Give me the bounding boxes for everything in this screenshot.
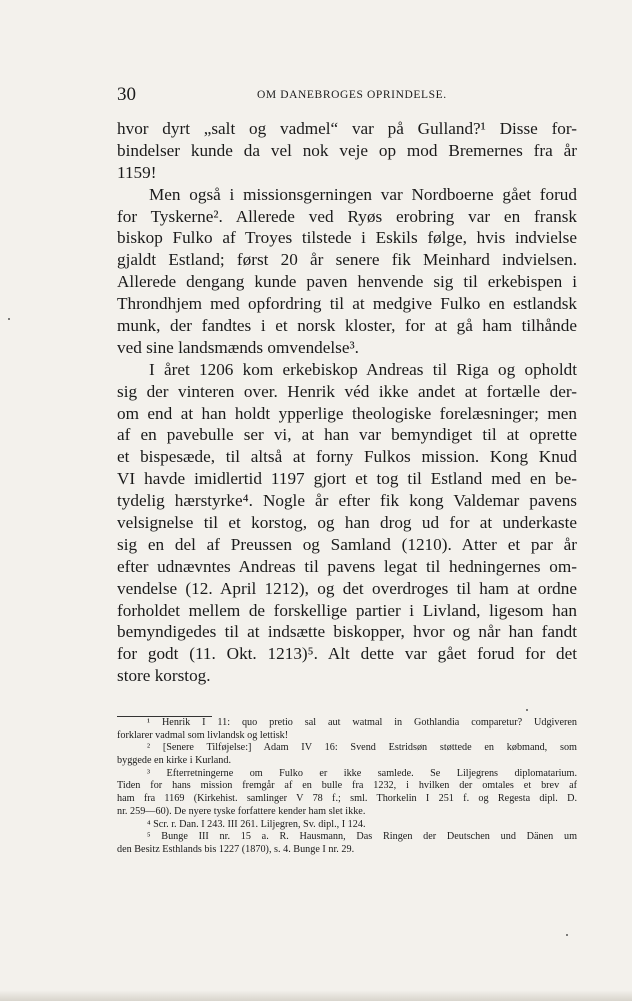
footnote-line: ³ Efterretningerne om Fulko er ikke samlede. Se Liljegrens diplomatarium. [147,767,577,779]
footnote-line: ² [Senere Tilføjelse:] Adam IV 16: Svend Estridsøn støttede en købmand, som [147,742,577,754]
paper-speck [566,934,568,936]
footnote-line: ⁴ Scr. r. Dan. I 243. III 261. Liljegren, Sv. dipl., I 124. [147,818,366,830]
body-line: om end at han holdt ypperlige theologiske forelæsninger; men [117,403,577,423]
page-bottom-edge [0,990,632,1001]
footnote-line: ham fra 1169 (Kirkehist. samlinger V 78 f.; sml. Thorkelin I 251 f. og Regesta dipl. D. [117,793,577,805]
body-line: Allerede dengang kunde paven henvende sig til erkebispen i [117,272,577,292]
body-line: efter udnævntes Andreas til pavens legat til hedningernes om- [117,556,577,576]
body-text [117,118,577,687]
footnote-line: forklarer vadmal som livlandsk og lettisk! [117,729,289,741]
body-line: bindelser kunde da vel nok veje op mod Bremernes fra år [117,140,577,160]
body-line: forholdet mellem de forskellige partier i Livland, ligesom han [117,600,577,620]
footnote-line: nr. 259—60). De nyere tyske forfattere kender ham slet ikke. [117,805,366,817]
body-line: VI havde imidlertid 1197 gjort et tog til Estland med en be- [117,469,577,489]
body-line: bemyndigedes til at indsætte biskopper, hvor og når han fandt [117,622,577,642]
footnote-line: Tiden for hans mission fremgår af en bulle fra 1232, i hvilken der omtales et brev af [117,780,577,792]
footnote-line: ⁵ Bunge III nr. 15 a. R. Hausmann, Das Ringen der Deutschen und Dänen um [147,831,577,843]
body-line: Men også i missionsgerningen var Nordboerne gået forud [149,184,577,204]
body-line: munk, der fandtes i et norsk kloster, for at gå ham tilhånde [117,316,577,336]
body-line: et bispesæde, til altså at forny Fulkos mission. Kong Knud [117,447,577,467]
body-line: vendelse (12. April 1212), og det overdroges til ham at ordne [117,578,577,598]
body-line: gjaldt Estland; først 20 år senere fik Meinhard indvielsen. [117,250,577,270]
body-line: af en pavebulle ser vi, at han var bemyndiget til at oprette [117,425,577,445]
footnote-line: den Besitz Esthlands bis 1227 (1870), s. 4. Bunge I nr. 29. [117,843,355,855]
body-line: ved sine landsmænds omvendelse³. [117,337,359,357]
body-line: Throndhjem med opfordring til at medgive Fulko en estlandsk [117,294,577,314]
body-line: biskop Fulko af Troyes tilstede i Eskils følge, hvis indvielse [117,228,577,248]
body-line: hvor dyrt „salt og vadmel“ var på Gulland?¹ Disse for- [117,119,577,138]
body-line: I året 1206 kom erkebiskop Andreas til Riga og opholdt [149,359,577,379]
body-line: sig der vinteren over. Henrik véd ikke andet at fortælle der- [117,381,577,401]
body-line: sig en del af Preussen og Samland (1210). Atter et par år [117,534,577,554]
paper-speck [8,318,10,320]
body-line: for godt (11. Okt. 1213)⁵. Alt dette var gået forud for det [117,644,577,664]
page-number: 30 [117,84,136,105]
body-line: velsignelse til et korstog, og han drog ud for at underkaste [117,513,577,533]
body-line: store korstog. [117,666,211,686]
body-line: for Tyskerne². Allerede ved Ryøs erobring var en fransk [117,206,577,226]
body-line: 1159! [117,162,157,182]
running-head: OM DANEBROGES OPRINDELSE. [257,89,447,101]
page-header [117,84,577,106]
body-line: tydelig hærstyrke⁴. Nogle år efter fik kong Valdemar pavens [117,491,577,511]
paper-speck [526,709,528,711]
footnotes [117,717,577,857]
footnote-line: byggede en kirke i Kurland. [117,755,232,767]
footnote-line: ¹ Henrik I 11: quo pretio sal aut watmal in Gothlandia comparetur? Udgiveren [147,717,577,728]
